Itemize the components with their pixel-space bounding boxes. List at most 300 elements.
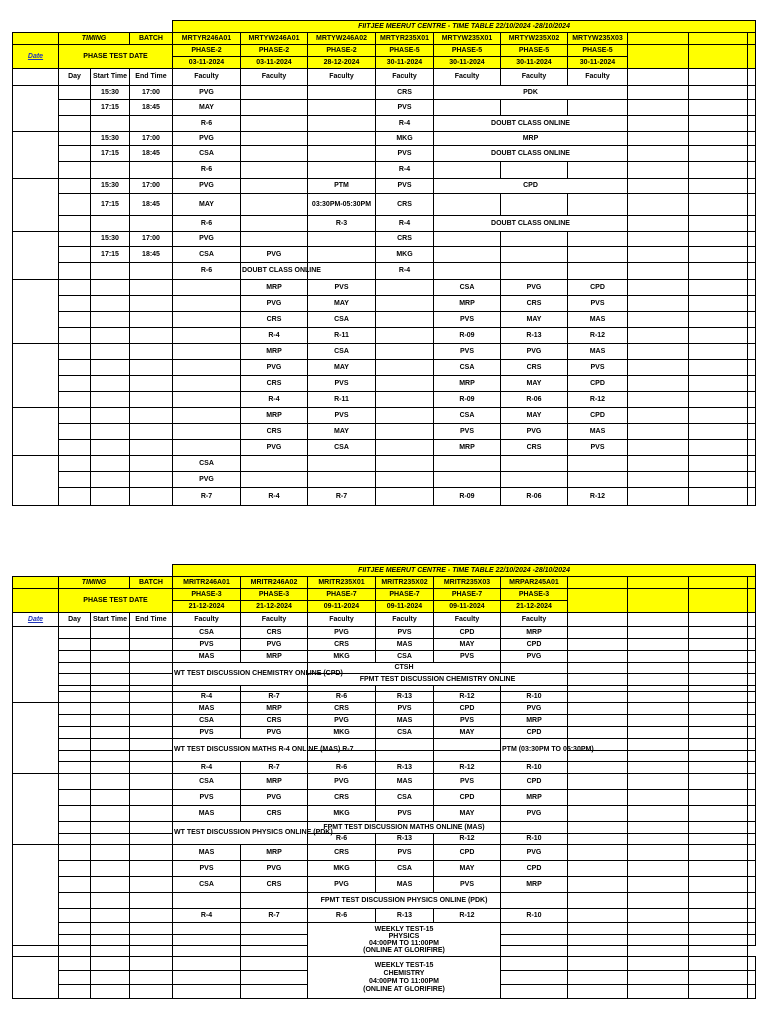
empty-cell [689,861,748,877]
faculty-cell [568,263,628,280]
sheet-title: FIITJEE MEERUT CENTRE - TIME TABLE 22/10/2024 -28/10/2024 [173,565,756,577]
faculty-cell [173,360,241,376]
end-time-cell [130,971,173,985]
empty-cell [568,834,628,845]
day-cell [59,312,91,328]
empty-cell [628,100,689,116]
end-time-cell [130,328,173,344]
table-row [13,861,756,877]
faculty-cell [173,376,241,392]
day-cell [59,440,91,456]
faculty-header: Faculty [376,69,434,86]
day-cell [59,692,91,703]
faculty-cell: MAY [501,408,568,424]
faculty-cell: PVG [501,344,568,360]
empty-cell [689,935,748,946]
faculty-cell: PVS [376,845,434,861]
empty-cell [568,674,628,686]
faculty-cell: CSA [376,861,434,877]
day-cell [59,751,91,762]
room-cell: R-7 [241,909,308,923]
timetable-sheet-2 [12,564,755,999]
faculty-cell: R-7 [173,488,241,506]
day-header: Day [59,613,91,627]
faculty-header: Faculty [173,613,241,627]
empty-cell [628,216,689,232]
start-time-cell [91,985,130,999]
empty-cell [628,806,689,822]
day-cell [59,834,91,845]
empty-cell [689,845,748,861]
day-cell [59,985,91,999]
empty-cell [628,263,689,280]
date-cell [13,232,59,280]
end-time-cell [130,703,173,715]
merged-note-cell: MRP [434,132,628,146]
day-cell [59,663,91,674]
faculty-cell: CRS [376,232,434,247]
day-cell [59,639,91,651]
day-cell [59,845,91,861]
faculty-cell: CPD [501,774,568,790]
empty-cell [434,739,501,751]
faculty-cell [434,162,501,179]
empty-cell [628,985,689,999]
table-row [13,344,756,360]
faculty-cell: MKG [308,806,376,822]
faculty-cell: R-6 [173,162,241,179]
day-cell [59,392,91,408]
faculty-cell: CRS [501,360,568,376]
end-time-cell [130,488,173,506]
faculty-cell [173,424,241,440]
weekly-test-line: (ONLINE AT GLORIFIRE) [363,985,445,993]
day-cell [59,790,91,806]
empty-cell [689,456,748,472]
empty-cell [748,132,756,146]
empty-cell [748,456,756,472]
faculty-cell: PVS [376,146,434,162]
table-row [13,651,756,663]
faculty-cell: PVS [173,790,241,806]
start-time-cell [91,692,130,703]
date-cell [13,344,59,408]
day-cell [59,328,91,344]
day-cell [59,674,91,686]
faculty-cell: R-11 [308,328,376,344]
empty-cell [628,627,689,639]
faculty-cell [376,376,434,392]
faculty-cell: CSA [434,280,501,296]
empty-cell [628,651,689,663]
date-cell [13,774,59,845]
faculty-cell: R-11 [308,392,376,408]
faculty-cell: R-09 [434,328,501,344]
faculty-cell [308,146,376,162]
faculty-cell: MAY [308,360,376,376]
faculty-cell: PVG [173,132,241,146]
faculty-cell: R-4 [241,328,308,344]
faculty-cell: MAS [173,845,241,861]
faculty-cell [241,216,308,232]
faculty-cell: CRS [308,845,376,861]
faculty-header: Faculty [434,613,501,627]
phase: PHASE-5 [501,45,568,57]
weekly-test-line: 04:00PM TO 11:00PM [369,939,439,947]
empty-cell [689,296,748,312]
table-row [13,194,756,216]
faculty-cell: PVG [241,360,308,376]
empty-cell [501,822,568,834]
empty-cell [748,971,756,985]
phase-date: 21-12-2024 [501,601,568,613]
empty-cell [568,639,628,651]
empty-cell [628,971,689,985]
table-row [13,280,756,296]
weekly-test-chemistry-note [308,957,501,999]
empty-cell [628,739,689,751]
end-time-cell [130,312,173,328]
faculty-cell [376,440,434,456]
start-time-cell [91,822,130,834]
end-time-cell [130,216,173,232]
faculty-cell [308,456,376,472]
faculty-cell: CRS [501,440,568,456]
room-cell: R-10 [501,909,568,923]
faculty-cell: CPD [568,280,628,296]
fpmt-discussion-chemistry-note: FPMT TEST DISCUSSION CHEMISTRY ONLINE [308,674,568,686]
faculty-cell: CPD [501,861,568,877]
empty-cell [689,692,748,703]
room-cell: R-10 [501,834,568,845]
date-cell [13,179,59,232]
empty-cell [689,472,748,488]
faculty-cell: R-6 [173,216,241,232]
faculty-cell: CPD [501,727,568,739]
table-row [13,179,756,194]
faculty-cell: MAS [376,774,434,790]
start-time-cell [91,845,130,861]
faculty-cell: CRS [241,376,308,392]
table-row [13,86,756,100]
table-row [13,247,756,263]
empty-cell [689,762,748,774]
faculty-cell: CPD [501,639,568,651]
empty-cell [689,715,748,727]
faculty-cell: MRP [241,408,308,424]
empty-cell [628,923,689,935]
empty-cell [689,194,748,216]
weekly-test-line: WEEKLY TEST-15 [374,961,434,969]
faculty-cell [568,100,628,116]
faculty-cell [434,263,501,280]
table-row [13,296,756,312]
start-time-cell: 17:15 [91,100,130,116]
end-time-cell [130,651,173,663]
day-cell [59,923,91,935]
empty-cell [689,146,748,162]
faculty-cell: CRS [241,312,308,328]
empty-cell [628,360,689,376]
timetable-1 [12,20,756,506]
empty-cell [568,861,628,877]
start-time-cell [91,877,130,893]
faculty-cell: MAS [568,344,628,360]
faculty-cell: MRP [241,280,308,296]
faculty-cell: R-4 [376,116,434,132]
empty-cell [568,935,628,946]
day-cell [59,194,91,216]
start-time-cell [91,909,130,923]
sheet-title: FIITJEE MEERUT CENTRE - TIME TABLE 22/10/2024 -28/10/2024 [173,21,756,33]
empty-cell [501,971,568,985]
empty-cell [748,162,756,179]
end-time-cell [130,639,173,651]
table-row [13,392,756,408]
faculty-header: Faculty [308,613,376,627]
faculty-cell: CPD [434,845,501,861]
faculty-cell: R-4 [241,488,308,506]
day-cell [59,935,91,946]
start-time-cell [91,488,130,506]
empty-cell [689,440,748,456]
faculty-cell [241,472,308,488]
start-time-cell [91,971,130,985]
faculty-cell: PVG [308,774,376,790]
empty-cell [689,408,748,424]
faculty-cell: CPD [568,376,628,392]
fpmt-discussion-maths-note: FPMT TEST DISCUSSION MATHS ONLINE (MAS) [308,822,501,834]
empty-cell [748,627,756,639]
day-header: Day [59,69,91,86]
end-time-cell [130,456,173,472]
empty-cell [501,893,568,909]
faculty-cell: PVS [568,296,628,312]
ptm-note: PTM (03:30PM TO 05:30PM) [501,739,568,762]
phase-test-date-label: PHASE TEST DATE [59,45,173,69]
faculty-cell [376,424,434,440]
faculty-cell: PVS [434,651,501,663]
day-cell [59,296,91,312]
faculty-cell: MAS [173,651,241,663]
empty-cell [689,909,748,923]
empty-cell [628,674,689,686]
empty-cell [748,893,756,909]
empty-cell [628,376,689,392]
empty-cell [568,877,628,893]
room-cell: R-4 [173,909,241,923]
faculty-cell: R-3 [308,216,376,232]
end-time-cell [130,116,173,132]
empty-cell [376,751,434,762]
faculty-cell [376,280,434,296]
table-row [13,627,756,639]
start-time-cell [91,727,130,739]
empty-cell [130,946,173,957]
empty-cell [628,424,689,440]
empty-cell [241,935,308,946]
day-cell [59,715,91,727]
end-time-cell [91,946,130,957]
table-row [13,774,756,790]
end-time-cell [130,774,173,790]
empty-cell [628,845,689,861]
empty-cell [568,774,628,790]
empty-cell [568,651,628,663]
table-row [13,216,756,232]
empty-cell [748,232,756,247]
room-cell: R-6 [308,834,376,845]
table-row [13,663,756,674]
empty-cell [689,806,748,822]
day-cell [59,861,91,877]
start-time-cell [91,424,130,440]
date-cell [13,957,59,999]
batch-code: MRTYW235X02 [501,33,568,45]
faculty-header: Faculty [376,613,434,627]
faculty-cell: PVS [376,100,434,116]
faculty-cell: PVS [434,424,501,440]
empty-cell [173,893,241,909]
faculty-header: Faculty [434,69,501,86]
batch-code: MRITR235X01 [308,577,376,589]
empty-cell [689,751,748,762]
wt-discussion-maths-note: WT TEST DISCUSSION MATHS R-4 ONLINE (MAS) R-7 [173,739,308,762]
day-cell [59,893,91,909]
day-cell [59,957,91,971]
empty-cell [628,408,689,424]
faculty-header: Faculty [501,69,568,86]
faculty-cell: MRP [241,774,308,790]
start-time-cell [91,296,130,312]
faculty-cell: MKG [308,861,376,877]
faculty-cell: PVG [173,232,241,247]
faculty-cell [568,162,628,179]
empty-cell [748,751,756,762]
merged-note-cell: PDK [434,86,628,100]
start-time-cell [91,440,130,456]
empty-cell [689,312,748,328]
faculty-cell [308,162,376,179]
date-cell [13,703,59,774]
faculty-cell: MAY [434,639,501,651]
empty-cell [748,440,756,456]
empty-cell [748,739,756,751]
timetable-sheet-1 [12,20,755,506]
timetable-2 [12,564,756,999]
faculty-cell: MRP [434,296,501,312]
start-time-cell [91,957,130,971]
faculty-cell: R-12 [568,488,628,506]
empty-cell [628,861,689,877]
empty-cell [689,946,748,957]
day-cell [59,762,91,774]
faculty-cell: R-6 [173,263,241,280]
empty-cell [628,488,689,506]
faculty-cell: CRS [241,715,308,727]
empty-cell [628,703,689,715]
empty-cell [241,946,308,957]
table-row [13,132,756,146]
faculty-cell: CSA [173,627,241,639]
faculty-cell: PVS [434,774,501,790]
empty-cell [748,472,756,488]
faculty-cell: PVS [376,703,434,715]
room-cell: R-7 [241,762,308,774]
faculty-cell [434,100,501,116]
start-time-cell [91,923,130,935]
faculty-cell [434,456,501,472]
faculty-cell: MAY [173,100,241,116]
faculty-cell: R-4 [241,392,308,408]
table-row [13,232,756,247]
day-cell [59,162,91,179]
end-time-cell [130,360,173,376]
faculty-cell [376,360,434,376]
table-row [13,923,756,935]
faculty-cell: MAS [568,424,628,440]
faculty-cell: R-09 [434,392,501,408]
empty-cell [628,232,689,247]
start-time-header: Start Time [91,69,130,86]
empty-cell [568,822,628,834]
faculty-cell: CPD [434,703,501,715]
date-cell [13,86,59,132]
end-time-cell [130,845,173,861]
day-cell [59,909,91,923]
table-row [13,424,756,440]
room-cell: R-12 [434,692,501,703]
empty-cell [173,971,241,985]
faculty-cell: MRP [501,877,568,893]
empty-cell [241,893,308,909]
empty-cell [689,822,748,834]
table-row [13,877,756,893]
end-time-cell: 18:45 [130,100,173,116]
faculty-cell: CSA [376,651,434,663]
day-cell [59,703,91,715]
faculty-cell: PVG [241,861,308,877]
empty-cell [568,893,628,909]
faculty-cell: PTM [308,179,376,194]
day-cell [59,424,91,440]
faculty-cell: PVG [501,806,568,822]
room-cell: R-13 [376,762,434,774]
faculty-cell: PVS [376,179,434,194]
room-cell: R-10 [501,762,568,774]
empty-cell [748,727,756,739]
start-time-cell [91,762,130,774]
faculty-cell [241,456,308,472]
faculty-cell [501,456,568,472]
faculty-cell [173,296,241,312]
faculty-cell [376,456,434,472]
empty-cell [628,280,689,296]
phase: PHASE-7 [376,589,434,601]
empty-cell [628,893,689,909]
faculty-cell: CRS [308,703,376,715]
faculty-cell: PVG [241,296,308,312]
batch-code: MRTYW246A02 [308,33,376,45]
faculty-header: Faculty [568,69,628,86]
day-cell [59,739,91,751]
empty-cell [689,957,748,971]
start-time-cell [91,651,130,663]
start-time-cell [91,674,130,686]
faculty-cell [501,472,568,488]
faculty-cell: MKG [376,247,434,263]
faculty-header: Faculty [501,613,568,627]
